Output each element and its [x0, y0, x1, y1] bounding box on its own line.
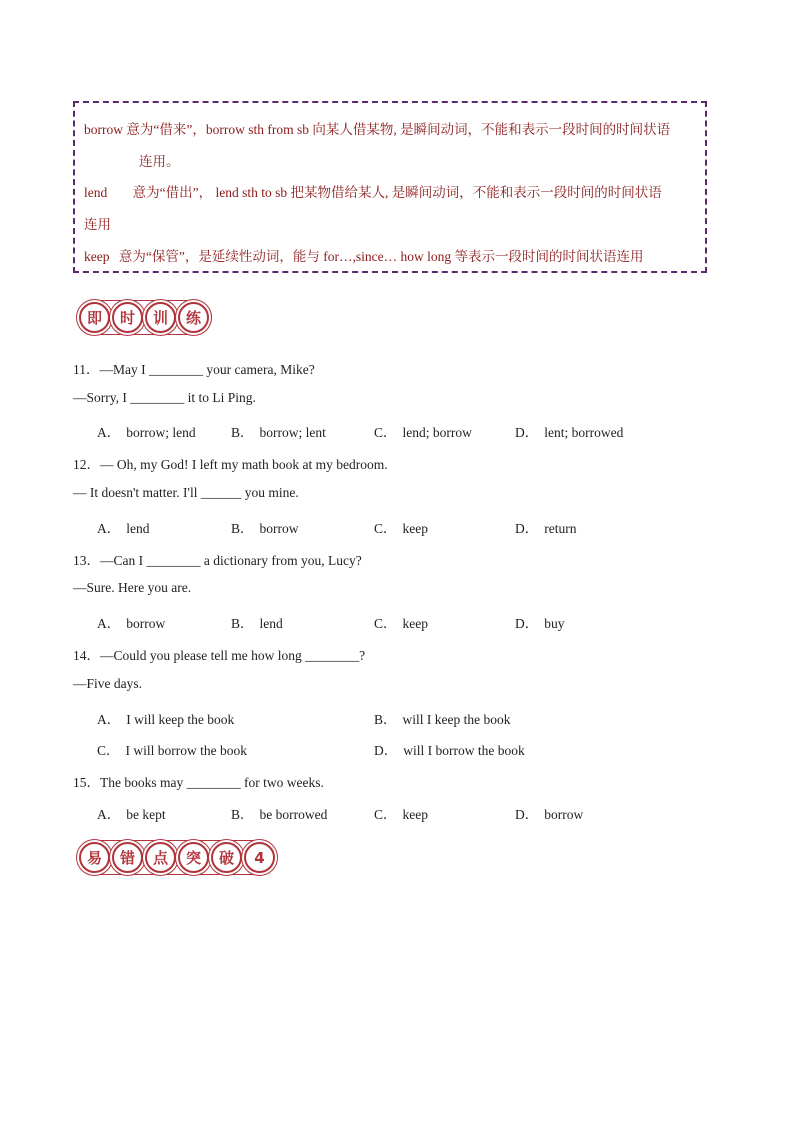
option-c[interactable]: C． keep [374, 616, 428, 631]
question-text: —Can I ________ a dictionary from you, Lucy? [100, 553, 362, 568]
question-text: —Sorry, I ________ it to Li Ping. [73, 390, 256, 405]
question-text: — It doesn't matter. I'll ______ you mine. [73, 485, 299, 500]
note-text: 意为“借来”，borrow sth from sb 向某人借某物, 是瞬间动词，不能和表示一段时间的时间状语 [126, 122, 671, 137]
option-b[interactable]: B． will I keep the book [374, 712, 511, 727]
note-text: 连用 [84, 217, 111, 232]
badge-char: 训 [145, 302, 176, 333]
option-a[interactable]: A． be kept [97, 807, 166, 822]
option-a[interactable]: A． I will keep the book [97, 712, 235, 727]
question-14-reply [73, 676, 142, 692]
question-13 [73, 549, 362, 569]
option-c[interactable]: C． lend; borrow [374, 425, 472, 440]
question-number: 14． [73, 648, 100, 663]
option-b[interactable]: B． borrow [231, 521, 299, 536]
option-d[interactable]: D． will I borrow the book [374, 743, 525, 758]
badge-char: 时 [112, 302, 143, 333]
option-b[interactable]: B． lend [231, 616, 283, 631]
question-text: —Could you please tell me how long ________? [100, 648, 366, 663]
section-badge-instant-practice [79, 302, 209, 333]
question-number: 12． [73, 457, 100, 472]
note-term: borrow [84, 122, 123, 137]
badge-char: 突 [178, 842, 209, 873]
option-c[interactable]: C． keep [374, 521, 428, 536]
option-d[interactable]: D． borrow [515, 807, 584, 822]
question-13-reply [73, 580, 191, 596]
option-d[interactable]: D． lent; borrowed [515, 425, 624, 440]
badge-char: 练 [178, 302, 209, 333]
option-c[interactable]: C． keep [374, 807, 428, 822]
option-a[interactable]: A． borrow [97, 616, 166, 631]
question-14 [73, 644, 365, 664]
note-line-keep [84, 245, 643, 265]
question-text: The books may ________ for two weeks. [100, 775, 324, 790]
badge-char: 点 [145, 842, 176, 873]
badge-char: 破 [211, 842, 242, 873]
badge-char: 错 [112, 842, 143, 873]
question-number: 11． [73, 362, 100, 377]
question-number: 15． [73, 775, 100, 790]
question-15 [73, 771, 324, 791]
question-11-reply [73, 390, 256, 406]
question-text: — Oh, my God! I left my math book at my bedroom. [100, 457, 388, 472]
badge-char: 即 [79, 302, 110, 333]
note-term: lend [84, 185, 108, 200]
note-text: 意为“借出”， lend sth to sb 把某物借给某人, 是瞬间动词，不能和表示一段时间的时间状语 [132, 185, 662, 200]
option-c[interactable]: C． I will borrow the book [97, 743, 247, 758]
note-line-borrow-cont [139, 150, 180, 170]
badge-char: 易 [79, 842, 110, 873]
question-text: —Five days. [73, 676, 142, 691]
question-11 [73, 358, 315, 378]
option-b[interactable]: B． borrow; lent [231, 425, 326, 440]
note-line-lend [84, 181, 662, 201]
question-12-reply [73, 485, 299, 501]
badge-char: 4 [244, 842, 275, 873]
question-text: —May I ________ your camera, Mike? [99, 362, 315, 377]
question-text: —Sure. Here you are. [73, 580, 192, 595]
section-badge-error-points [79, 842, 275, 873]
note-text: 意为“保管”，是延续性动词，能与 for…,since… how long 等表示一段时间的时间状语连用 [118, 249, 644, 264]
option-a[interactable]: A． borrow; lend [97, 425, 196, 440]
option-d[interactable]: D． return [515, 521, 577, 536]
question-number: 13． [73, 553, 100, 568]
option-a[interactable]: A． lend [97, 521, 150, 536]
option-b[interactable]: B． be borrowed [231, 807, 328, 822]
note-line-lend-cont [84, 213, 111, 233]
option-d[interactable]: D． buy [515, 616, 565, 631]
note-term: keep [84, 249, 110, 264]
note-line-borrow [84, 118, 670, 138]
note-text: 连用。 [139, 154, 180, 169]
question-12 [73, 453, 388, 473]
